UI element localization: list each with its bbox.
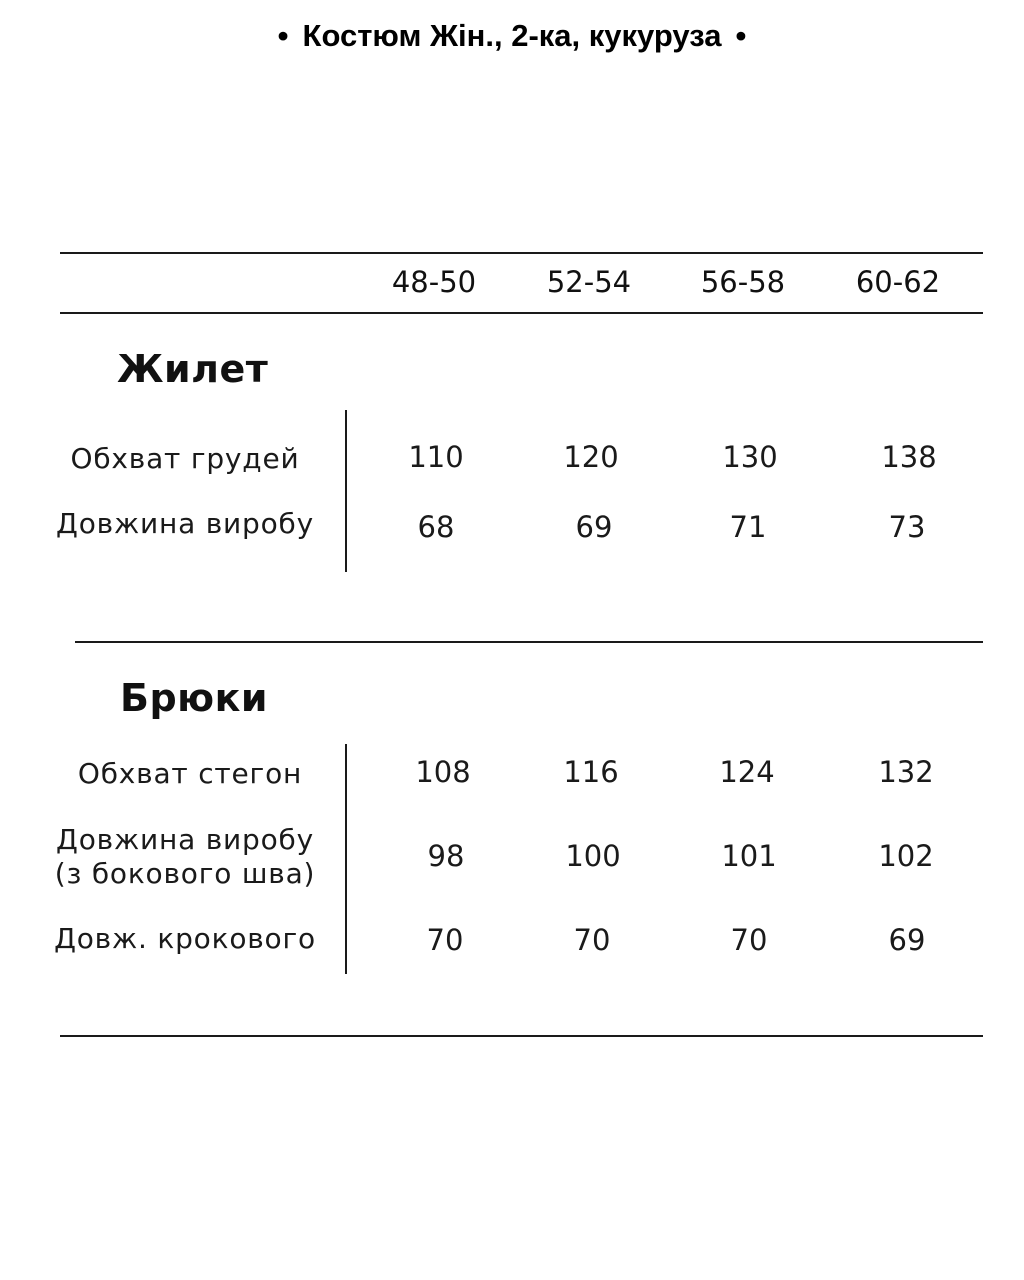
value-cell: 69: [888, 923, 926, 957]
value-cell: 70: [730, 923, 768, 957]
value-cell: 132: [878, 755, 934, 789]
value-cell: 68: [417, 510, 455, 544]
section-vest-column-divider: [345, 410, 347, 572]
value-cell: 110: [408, 440, 464, 474]
row-label-inseam: Довж. крокового: [54, 922, 316, 955]
row-label-side-length: [40, 823, 330, 891]
bullet-left: •: [277, 18, 289, 53]
value-cell: 130: [722, 440, 778, 474]
header-top-divider: [60, 252, 983, 254]
size-header: 48-50: [391, 265, 477, 299]
header-bottom-divider: [60, 312, 983, 314]
size-header: 56-58: [700, 265, 786, 299]
value-cell: 73: [888, 510, 926, 544]
value-cell: 98: [427, 839, 465, 873]
row-label-hips: Обхват стегон: [77, 757, 303, 790]
value-cell: 100: [565, 839, 621, 873]
size-header: 52-54: [546, 265, 632, 299]
value-cell: 124: [719, 755, 775, 789]
value-cell: 116: [563, 755, 619, 789]
table-bottom-divider: [60, 1035, 983, 1037]
row-label-length: Довжина виробу: [56, 507, 314, 540]
value-cell: 69: [575, 510, 613, 544]
bullet-right: •: [735, 18, 747, 53]
title-text: Костюм Жін., 2-ка, кукуруза: [302, 18, 722, 53]
row-label-side-length-line1: Довжина виробу: [56, 823, 314, 856]
page-title: [0, 14, 1024, 58]
value-cell: 101: [721, 839, 777, 873]
value-cell: 102: [878, 839, 934, 873]
row-label-side-length-line2: (з бокового шва): [54, 857, 316, 890]
size-header: 60-62: [855, 265, 941, 299]
section-title-vest: Жилет: [117, 347, 269, 391]
value-cell: 70: [573, 923, 611, 957]
row-label-chest: Обхват грудей: [70, 442, 300, 475]
section-title-trousers: Брюки: [120, 676, 269, 720]
value-cell: 120: [563, 440, 619, 474]
section-trousers-column-divider: [345, 744, 347, 974]
value-cell: 70: [426, 923, 464, 957]
value-cell: 108: [415, 755, 471, 789]
value-cell: 138: [881, 440, 937, 474]
section-divider: [75, 641, 983, 643]
value-cell: 71: [729, 510, 767, 544]
